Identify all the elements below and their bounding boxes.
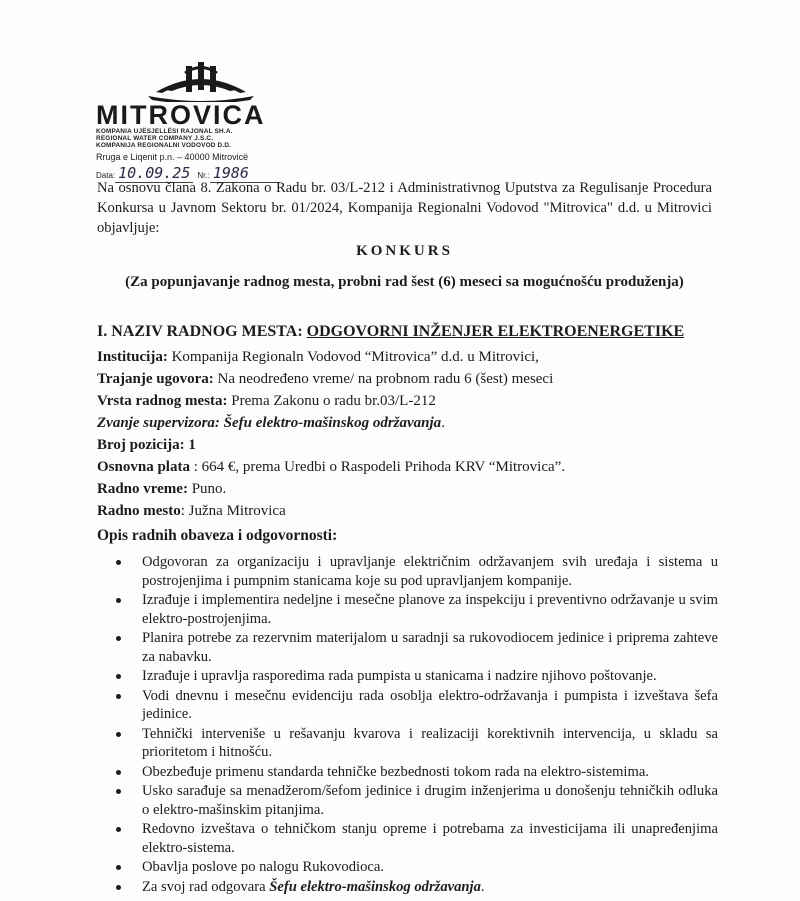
duties-list: [112, 553, 718, 897]
field-institucija: Institucija: Kompanija Regionaln Vodovod “Mitrovica” d.d. u Mitrovici,: [97, 349, 539, 365]
field-trajanje: Trajanje ugovora: Na neodređeno vreme/ na probnom radu 6 (šest) meseci: [97, 371, 554, 387]
field-vrsta: Vrsta radnog mesta: Prema Zakonu o radu br.03/L-212: [97, 393, 436, 409]
company-subtitle-3: KOMPANIJA REGIONALNI VODOVOD D.D.: [96, 142, 232, 149]
number-value: 1986: [212, 164, 249, 182]
date-label: Data:: [96, 171, 116, 180]
company-subtitle-2: REGIONAL WATER COMPANY J.S.C.: [96, 135, 214, 142]
company-address: Rruga e Liqenit p.n. – 40000 Mitrovicë: [96, 152, 249, 162]
field-plata: Osnovna plata : 664 €, prema Uredbi o Raspodeli Prihoda KRV “Mitrovica”.: [97, 459, 566, 475]
document-subtitle: (Za popunjavanje radnog mesta, probni rad šest (6) meseci sa mogućnošću produženja): [125, 274, 684, 290]
field-zvanje: Zvanje supervizora: Šefu elektro-mašinskog održavanja.: [97, 415, 445, 431]
duties-heading: Opis radnih obaveza i odgovornosti:: [97, 527, 338, 544]
company-logo-icon: [146, 62, 256, 102]
list-item: Usko sarađuje sa menadžerom/šefom jedinice i drugim inženjerima u donošenju tehničkih odluka o elektro-mašinskim pitanjima.: [112, 782, 718, 819]
list-item: Obavlja poslove po nalogu Rukovodioca.: [112, 858, 718, 877]
field-mesto: Radno mesto: Južna Mitrovica: [97, 503, 286, 519]
list-item: Tehnički interveniše u rešavanju kvarova i realizaciji korektivnih intervencija, u skladu sa prioritetom i hitnošću.: [112, 725, 718, 762]
section-prefix: I. NAZIV RADNOG MESTA:: [97, 323, 307, 340]
document-title: KONKURS: [356, 243, 453, 259]
intro-paragraph: Na osnovu člana 8. Zakona o Radu br. 03/L-212 i Administrativnog Uputstva za Regulisanje Procedura Konkursa u Javnom Sektoru br. 01/2024, Kompanija Regionalni Vodovod "Mitrovica" d.d. u Mitrovici objavljuje:: [97, 180, 712, 236]
position-details: [97, 346, 712, 522]
list-item: Odgovoran za organizaciju i upravljanje električnim održavanjem svih uređaja i sistema u postrojenjima i pumpnim stanicama koje su pod upravljanjem kompanije.: [112, 553, 718, 590]
field-vreme: Radno vreme: Puno.: [97, 481, 227, 497]
letterhead: [96, 62, 296, 183]
position-name: ODGOVORNI INŽENJER ELEKTROENERGETIKE: [306, 323, 685, 340]
list-item: Obezbeđuje primenu standarda tehničke bezbednosti tokom rada na elektro-sistemima.: [112, 763, 718, 782]
list-item: Planira potrebe za rezervnim materijalom u saradnji sa rukovodiocem jedinice i priprema zahteve za nabavku.: [112, 629, 718, 666]
date-value: 10.09.25: [118, 164, 191, 182]
list-item: Za svoj rad odgovara Šefu elektro-mašinskog održavanja.: [112, 878, 718, 897]
company-subtitle-1: KOMPANIA UJËSJELLËSI RAJONAL SH.A.: [96, 128, 233, 135]
company-name: MITROVICA: [96, 100, 266, 130]
list-item: Izrađuje i upravlja rasporedima rada pumpista u stanicama i nadzire njihovo poštovanje.: [112, 667, 718, 686]
list-item: Redovno izveštava o tehničkom stanju opreme i potrebama za investicijama ili unapređenjima elektro-sistema.: [112, 820, 718, 857]
list-item: Izrađuje i implementira nedeljne i mesečne planove za inspekciju i preventivno održavanje u svim elektro-postrojenjima.: [112, 591, 718, 628]
field-broj: Broj pozicija: 1: [97, 437, 196, 453]
list-item: Vodi dnevnu i mesečnu evidenciju rada osoblja elektro-održavanja i pumpista i izveštava šefa jedinice.: [112, 687, 718, 724]
section-heading: [97, 322, 712, 342]
number-label: Nr.:: [197, 171, 210, 180]
